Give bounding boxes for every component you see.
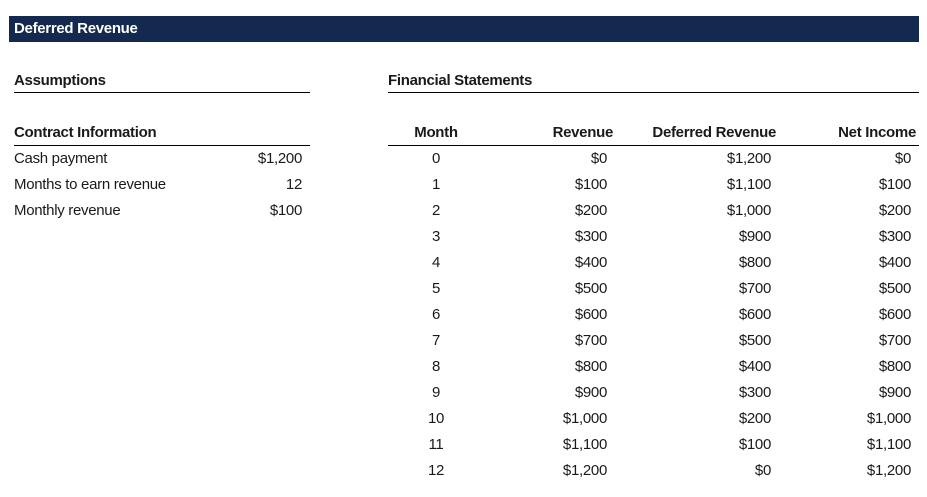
col-header-net-income: Net Income xyxy=(838,124,916,141)
cell-month: 4 xyxy=(431,254,441,271)
cell-month: 10 xyxy=(427,410,445,427)
cell-deferred-revenue: $400 xyxy=(738,358,771,375)
cell-month: 2 xyxy=(431,202,441,219)
cell-deferred-revenue: $1,200 xyxy=(726,150,771,167)
cell-deferred-revenue: $600 xyxy=(738,306,771,323)
cell-net-income: $700 xyxy=(878,332,911,349)
cell-month: 6 xyxy=(431,306,441,323)
cell-month: 0 xyxy=(431,150,441,167)
cell-revenue: $1,200 xyxy=(562,462,607,479)
cell-deferred-revenue: $300 xyxy=(738,384,771,401)
cell-revenue: $900 xyxy=(574,384,607,401)
cell-net-income: $800 xyxy=(878,358,911,375)
cell-net-income: $1,100 xyxy=(866,436,911,453)
cell-deferred-revenue: $1,000 xyxy=(726,202,771,219)
cell-deferred-revenue: $200 xyxy=(738,410,771,427)
cell-net-income: $200 xyxy=(878,202,911,219)
assumption-label-months: Months to earn revenue xyxy=(14,176,166,193)
cell-net-income: $0 xyxy=(894,150,911,167)
cell-revenue: $300 xyxy=(574,228,607,245)
cell-revenue: $1,000 xyxy=(562,410,607,427)
cell-net-income: $500 xyxy=(878,280,911,297)
col-header-month: Month xyxy=(414,124,458,141)
cell-revenue: $0 xyxy=(590,150,607,167)
cell-net-income: $100 xyxy=(878,176,911,193)
cell-deferred-revenue: $800 xyxy=(738,254,771,271)
cell-revenue: $100 xyxy=(574,176,607,193)
cell-month: 11 xyxy=(428,436,444,453)
cell-month: 9 xyxy=(431,384,441,401)
cell-deferred-revenue: $100 xyxy=(738,436,771,453)
cell-revenue: $400 xyxy=(574,254,607,271)
assumption-label-cash: Cash payment xyxy=(14,150,108,167)
financial-statements-heading: Financial Statements xyxy=(388,70,919,93)
cell-month: 1 xyxy=(431,176,441,193)
cell-net-income: $1,000 xyxy=(866,410,911,427)
col-header-revenue: Revenue xyxy=(552,124,613,141)
cell-revenue: $600 xyxy=(574,306,607,323)
assumption-label-monthly: Monthly revenue xyxy=(14,202,121,219)
cell-deferred-revenue: $1,100 xyxy=(726,176,771,193)
cell-revenue: $200 xyxy=(574,202,607,219)
contract-info-rule xyxy=(14,145,310,146)
col-header-deferred-revenue: Deferred Revenue xyxy=(652,124,776,141)
cell-deferred-revenue: $0 xyxy=(754,462,771,479)
cell-net-income: $400 xyxy=(878,254,911,271)
cell-deferred-revenue: $900 xyxy=(738,228,771,245)
cell-month: 5 xyxy=(431,280,441,297)
cell-revenue: $800 xyxy=(574,358,607,375)
cell-net-income: $300 xyxy=(878,228,911,245)
cell-month: 7 xyxy=(431,332,441,349)
page-title: Deferred Revenue xyxy=(9,16,919,42)
cell-deferred-revenue: $700 xyxy=(738,280,771,297)
contract-info-heading: Contract Information xyxy=(14,124,157,141)
assumption-value-months: 12 xyxy=(285,176,302,193)
cell-revenue: $700 xyxy=(574,332,607,349)
assumption-value-cash: $1,200 xyxy=(257,150,302,167)
cell-net-income: $900 xyxy=(878,384,911,401)
cell-net-income: $600 xyxy=(878,306,911,323)
cell-month: 3 xyxy=(431,228,441,245)
assumptions-heading: Assumptions xyxy=(14,70,310,93)
assumption-value-monthly: $100 xyxy=(269,202,302,219)
cell-month: 12 xyxy=(427,462,445,479)
cell-month: 8 xyxy=(431,358,441,375)
cell-deferred-revenue: $500 xyxy=(738,332,771,349)
cell-net-income: $1,200 xyxy=(866,462,911,479)
financials-header-rule xyxy=(388,145,919,146)
cell-revenue: $500 xyxy=(574,280,607,297)
cell-revenue: $1,100 xyxy=(562,436,607,453)
